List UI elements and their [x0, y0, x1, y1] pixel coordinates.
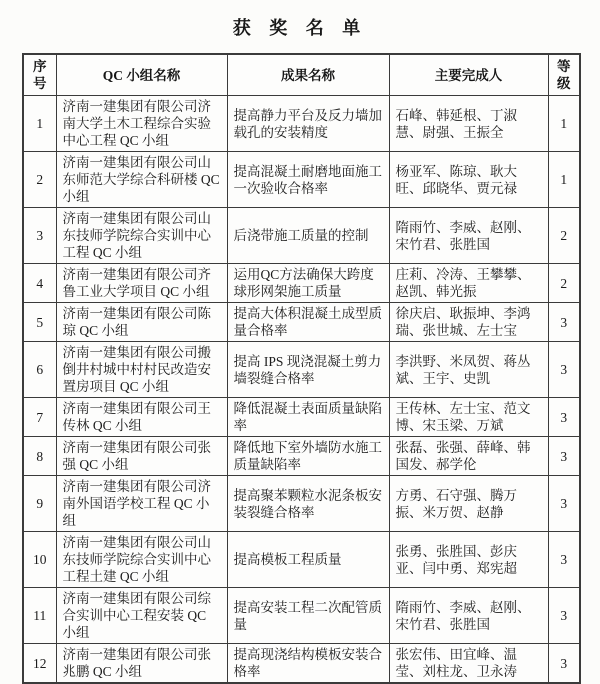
- grade: 3: [548, 342, 580, 398]
- achievement-name: 运用QC方法确保大跨度球形网架施工质量: [227, 264, 389, 303]
- row-number: 2: [23, 152, 56, 208]
- award-table: [22, 53, 581, 684]
- table-row: [23, 342, 580, 398]
- grade: 3: [548, 476, 580, 532]
- qc-group-name: 济南一建集团有限公司张强 QC 小组: [56, 437, 227, 476]
- achievement-name: 提高 IPS 现浇混凝土剪力墙裂缝合格率: [227, 342, 389, 398]
- achievement-name: 降低混凝土表面质量缺陷率: [227, 398, 389, 437]
- grade: 3: [548, 532, 580, 588]
- grade: 2: [548, 264, 580, 303]
- header-grade: 等级: [548, 54, 580, 96]
- table-row: [23, 644, 580, 684]
- main-contributors: 李洪野、米凤贺、蒋丛斌、王宇、史凯: [389, 342, 548, 398]
- qc-group-name: 济南一建集团有限公司山东技师学院综合实训中心工程土建 QC 小组: [56, 532, 227, 588]
- grade: 1: [548, 96, 580, 152]
- row-number: 12: [23, 644, 56, 684]
- achievement-name: 提高现浇结构模板安装合格率: [227, 644, 389, 684]
- main-contributors: 隋雨竹、李威、赵刚、宋竹君、张胜国: [389, 208, 548, 264]
- grade: 3: [548, 398, 580, 437]
- header-main-contributors: 主要完成人: [389, 54, 548, 96]
- achievement-name: 提高安装工程二次配管质量: [227, 588, 389, 644]
- header-qc-group-name: QC 小组名称: [56, 54, 227, 96]
- main-contributors: 庄莉、冷涛、王攀攀、赵凯、韩光振: [389, 264, 548, 303]
- main-contributors: 张宏伟、田宜峰、温莹、刘柱龙、卫永涛: [389, 644, 548, 684]
- achievement-name: 提高大体积混凝土成型质量合格率: [227, 303, 389, 342]
- header-row: [23, 54, 580, 96]
- table-row: [23, 303, 580, 342]
- row-number: 9: [23, 476, 56, 532]
- table-row: [23, 152, 580, 208]
- table-row: [23, 264, 580, 303]
- row-number: 5: [23, 303, 56, 342]
- grade: 3: [548, 303, 580, 342]
- grade: 3: [548, 437, 580, 476]
- qc-group-name: 济南一建集团有限公司陈琼 QC 小组: [56, 303, 227, 342]
- row-number: 1: [23, 96, 56, 152]
- table-row: [23, 437, 580, 476]
- table-row: [23, 208, 580, 264]
- main-contributors: 杨亚军、陈琼、耿大旺、邱晓华、贾元禄: [389, 152, 548, 208]
- qc-group-name: 济南一建集团有限公司齐鲁工业大学项目 QC 小组: [56, 264, 227, 303]
- qc-group-name: 济南一建集团有限公司山东技师学院综合实训中心工程 QC 小组: [56, 208, 227, 264]
- qc-group-name: 济南一建集团有限公司搬倒井村城中村村民改造安置房项目 QC 小组: [56, 342, 227, 398]
- table-row: [23, 476, 580, 532]
- header-no: 序号: [23, 54, 56, 96]
- main-contributors: 石峰、韩延根、丁淑慧、尉强、王振全: [389, 96, 548, 152]
- main-contributors: 隋雨竹、李威、赵刚、宋竹君、张胜国: [389, 588, 548, 644]
- main-contributors: 徐庆启、耿振坤、李鸿瑞、张世城、左士宝: [389, 303, 548, 342]
- main-contributors: 王传林、左士宝、范文博、宋玉梁、万斌: [389, 398, 548, 437]
- achievement-name: 后浇带施工质量的控制: [227, 208, 389, 264]
- qc-group-name: 济南一建集团有限公司济南外国语学校工程 QC 小组: [56, 476, 227, 532]
- main-contributors: 张磊、张强、薛峰、韩国发、郝学伦: [389, 437, 548, 476]
- table-body: [23, 96, 580, 684]
- row-number: 10: [23, 532, 56, 588]
- qc-group-name: 济南一建集团有限公司综合实训中心工程安装 QC 小组: [56, 588, 227, 644]
- table-row: [23, 532, 580, 588]
- row-number: 4: [23, 264, 56, 303]
- row-number: 6: [23, 342, 56, 398]
- main-contributors: 张勇、张胜国、彭庆亚、闫中勇、郑宪超: [389, 532, 548, 588]
- grade: 2: [548, 208, 580, 264]
- header-achievement-name: 成果名称: [227, 54, 389, 96]
- achievement-name: 提高聚苯颗粒水泥条板安装裂缝合格率: [227, 476, 389, 532]
- grade: 1: [548, 152, 580, 208]
- qc-group-name: 济南一建集团有限公司山东师范大学综合科研楼 QC 小组: [56, 152, 227, 208]
- table-row: [23, 398, 580, 437]
- qc-group-name: 济南一建集团有限公司张兆鹏 QC 小组: [56, 644, 227, 684]
- row-number: 8: [23, 437, 56, 476]
- row-number: 11: [23, 588, 56, 644]
- page-title: 获 奖 名 单: [232, 18, 368, 38]
- achievement-name: 提高模板工程质量: [227, 532, 389, 588]
- table-row: [23, 588, 580, 644]
- grade: 3: [548, 644, 580, 684]
- qc-group-name: 济南一建集团有限公司王传林 QC 小组: [56, 398, 227, 437]
- row-number: 3: [23, 208, 56, 264]
- achievement-name: 降低地下室外墙防水施工质量缺陷率: [227, 437, 389, 476]
- table-row: [23, 96, 580, 152]
- row-number: 7: [23, 398, 56, 437]
- achievement-name: 提高静力平台及反力墙加载孔的安装精度: [227, 96, 389, 152]
- qc-group-name: 济南一建集团有限公司济南大学土木工程综合实验中心工程 QC 小组: [56, 96, 227, 152]
- grade: 3: [548, 588, 580, 644]
- main-contributors: 方勇、石守强、腾万振、米万贺、赵静: [389, 476, 548, 532]
- achievement-name: 提高混凝土耐磨地面施工一次验收合格率: [227, 152, 389, 208]
